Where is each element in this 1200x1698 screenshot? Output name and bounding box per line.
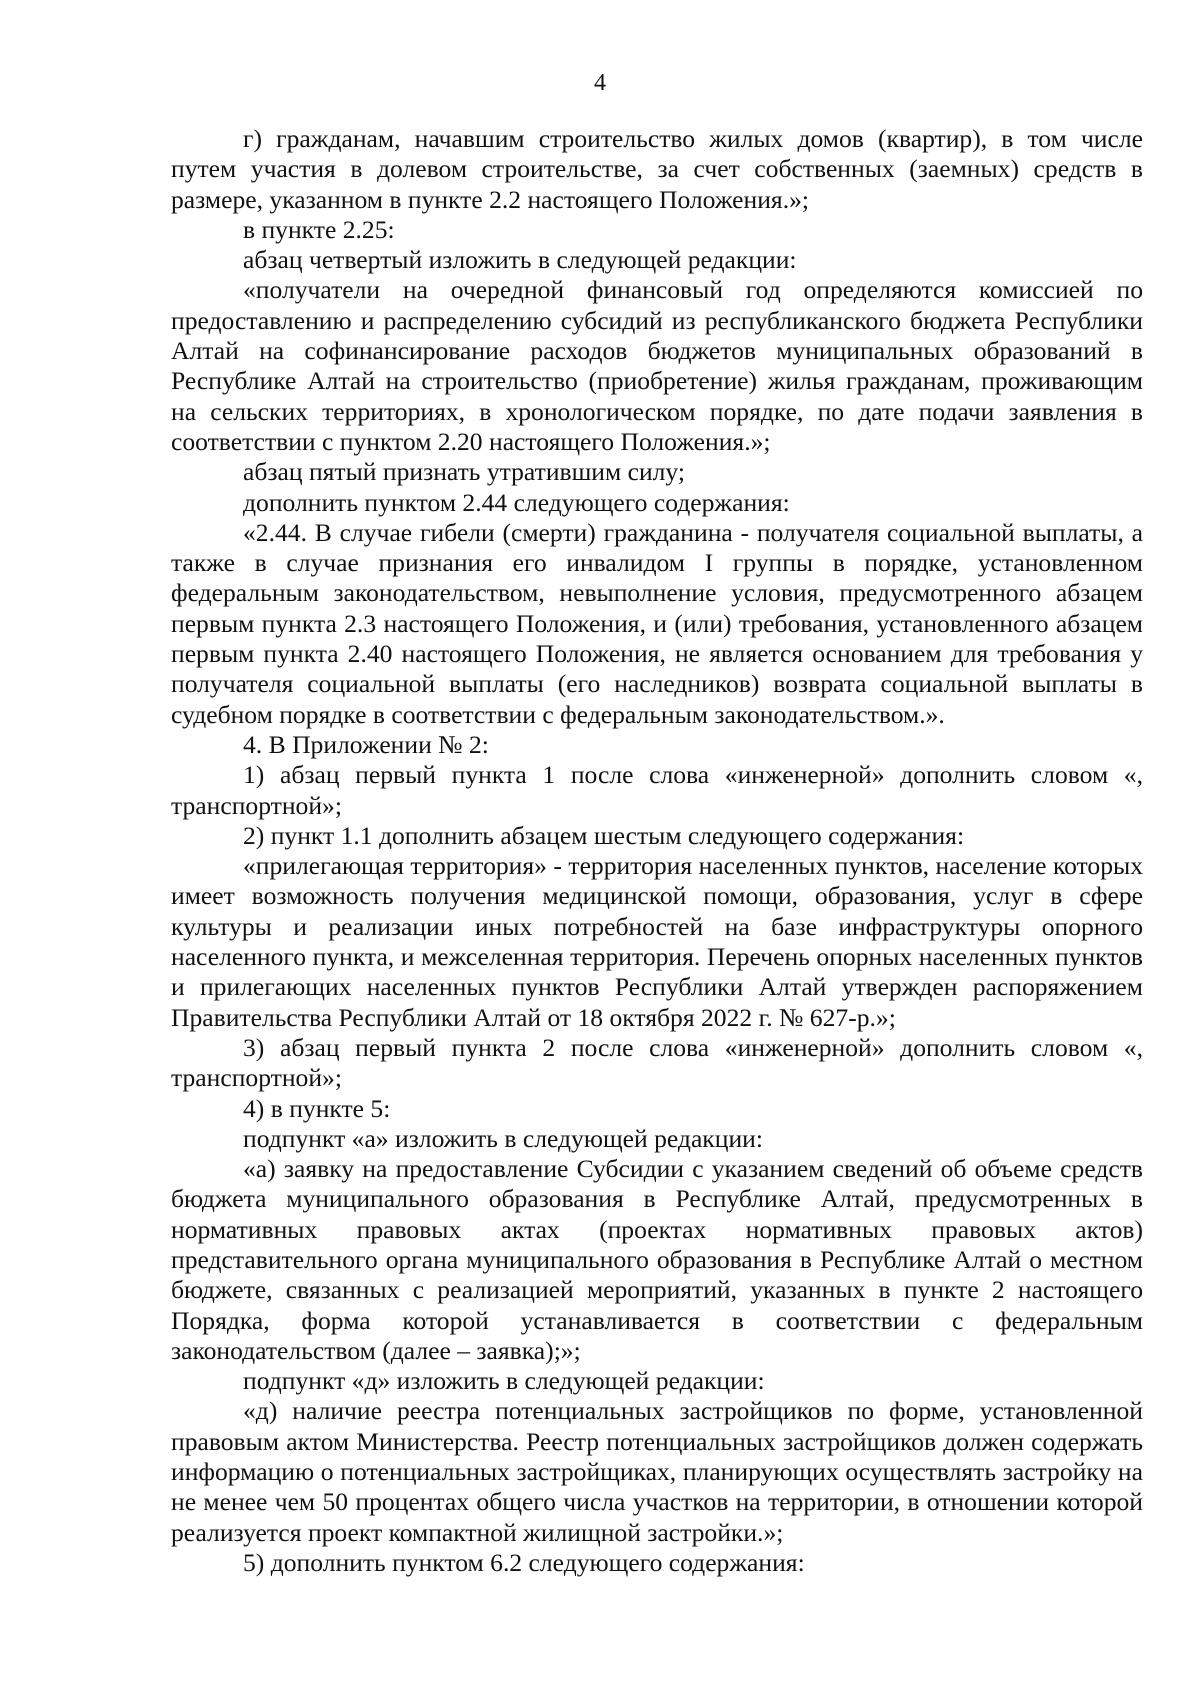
paragraph-item-4: 4) в пункте 5: bbox=[243, 1093, 391, 1123]
paragraph-adjacent-territory: «прилегающая территория» - территория населенных пунктов, население которых имеет возможность получения медицинской помощи, образования, услуг в сфере культуры и реализации иных потребностей на базе инфраструктуры опорного населенного пункта, и межселенная территория. Перечень опорных населенных пунктов и прилегающих населенных пунктов Республики Алтай утвержден распоряжением Правительства Республики Алтай от 18 октября 2022 г. № 627-р.»; bbox=[171, 851, 1143, 1032]
paragraph-subitem-a-text: «а) заявку на предоставление Субсидии с указанием сведений об объеме средств бюджета муниципального образования в Республике Алтай, предусмотренных в нормативных правовых актах (проектах нормативных правовых актов) представительного органа муниципального образования в Республике Алтай о местном бюджете, связанных с реализацией мероприятий, указанных в пункте 2 настоящего Порядка, форма которой устанавливается в соответствии с федеральным законодательством (далее – заявка);»; bbox=[171, 1154, 1143, 1365]
paragraph-add-2-44: дополнить пунктом 2.44 следующего содержания: bbox=[243, 487, 790, 517]
paragraph-fifth-abzac-void: абзац пятый признать утратившим силу; bbox=[243, 457, 685, 487]
paragraph-subitem-d-text: «д) наличие реестра потенциальных застройщиков по форме, установленной правовым актом Министерства. Реестр потенциальных застройщиков должен содержать информацию о потенциальных застройщиках, планирующих осуществлять застройку на не менее чем 50 процентах общего числа участков на территории, в отношении которой реализуется проект компактной жилищной застройки.»; bbox=[171, 1396, 1143, 1547]
paragraph-subitem-d: подпункт «д» изложить в следующей редакции: bbox=[243, 1366, 765, 1396]
paragraph-item-1: 1) абзац первый пункта 1 после слова «инженерной» дополнить словом «, транспортной»; bbox=[171, 760, 1143, 820]
paragraph-fourth-abzac: абзац четвертый изложить в следующей редакции: bbox=[243, 245, 797, 275]
paragraph-appendix-2: 4. В Приложении № 2: bbox=[243, 729, 489, 759]
document-body bbox=[171, 124, 1143, 1578]
page-number: 4 bbox=[594, 70, 606, 96]
paragraph-item-2: 2) пункт 1.1 дополнить абзацем шестым следующего содержания: bbox=[243, 820, 965, 850]
paragraph-item-3: 3) абзац первый пункта 2 после слова «инженерной» дополнить словом «, транспортной»; bbox=[171, 1032, 1143, 1093]
paragraph-subitem-a: подпункт «а» изложить в следующей редакции: bbox=[243, 1123, 763, 1153]
paragraph-g-citizens: г) гражданам, начавшим строительство жилых домов (квартир), в том числе путем участия в долевом строительстве, за счет собственных (заемных) средств в размере, указанном в пункте 2.2 настоящего Положения.»; bbox=[171, 124, 1143, 214]
paragraph-item-5: 5) дополнить пунктом 6.2 следующего содержания: bbox=[243, 1547, 805, 1577]
paragraph-clause-2-25: в пункте 2.25: bbox=[243, 214, 395, 244]
paragraph-recipients: «получатели на очередной финансовый год определяются комиссией по предоставлению и распределению субсидий из республиканского бюджета Республики Алтай на софинансирование расходов бюджетов муниципальных образований в Республике Алтай на строительство (приобретение) жилья гражданам, проживающим на сельских территориях, в хронологическом порядке, по дате подачи заявления в соответствии с пунктом 2.20 настоящего Положения.»; bbox=[171, 275, 1143, 456]
paragraph-2-44-text: «2.44. В случае гибели (смерти) гражданина - получателя социальной выплаты, а также в случае признания его инвалидом I группы в порядке, установленном федеральным законодательством, невыполнение условия, предусмотренного абзацем первым пункта 2.3 настоящего Положения, и (или) требования, установленного абзацем первым пункта 2.40 настоящего Положения, не является основанием для требования у получателя социальной выплаты (его наследников) возврата социальной выплаты в судебном порядке в соответствии с федеральным законодательством.». bbox=[171, 517, 1143, 729]
